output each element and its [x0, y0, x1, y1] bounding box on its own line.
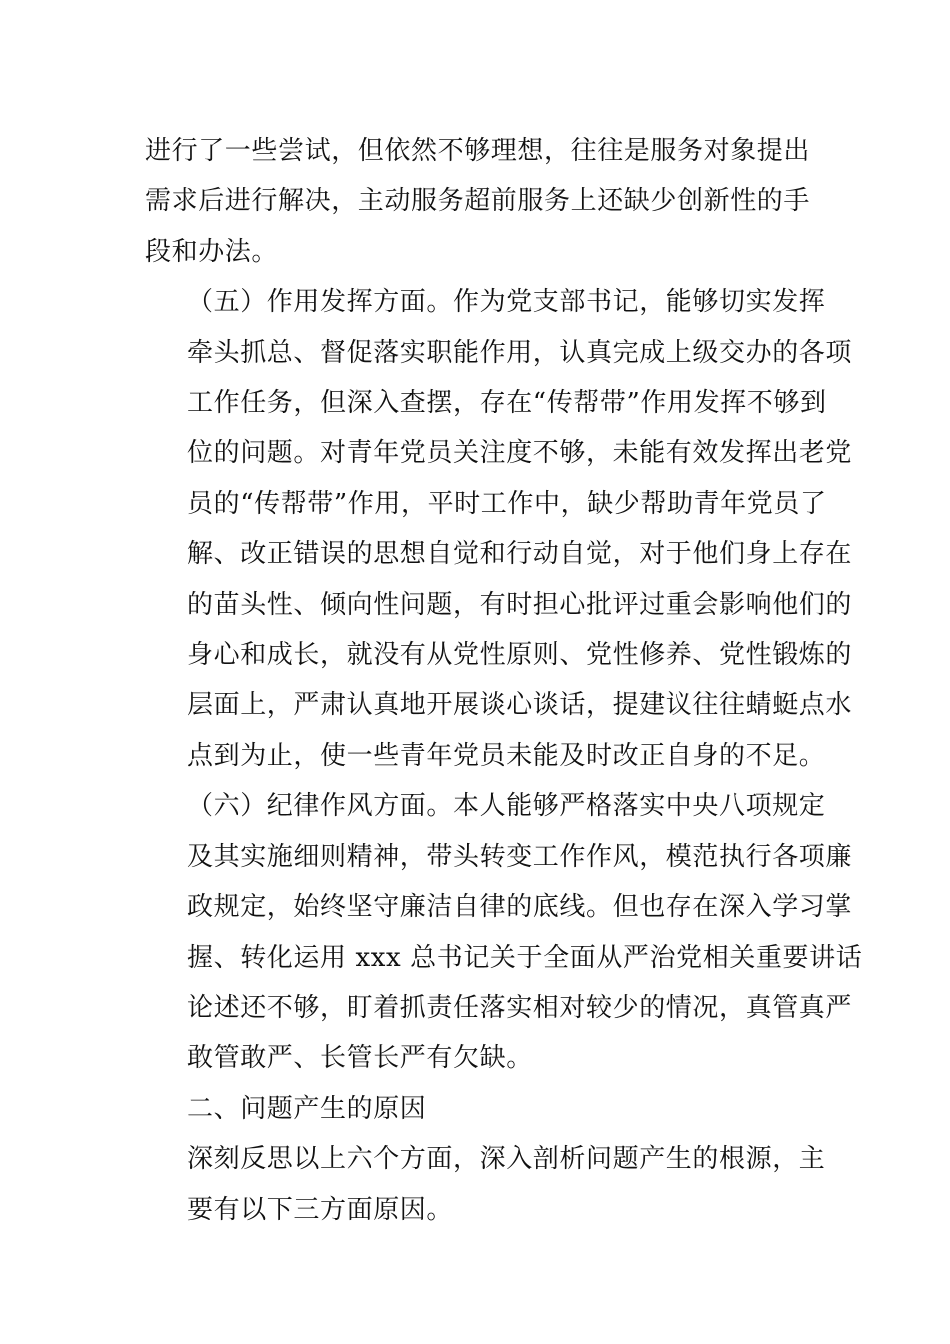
- text-line: 员的“传帮带”作用，平时工作中，缺少帮助青年党员了: [187, 488, 827, 519]
- text-line: 需求后进行解决，主动服务超前服务上还缺少创新性的手: [145, 186, 811, 217]
- text-line: 点到为止，使一些青年党员未能及时改正自身的不足。: [187, 740, 826, 771]
- paragraph-section-six-discipline: [145, 781, 863, 1083]
- text-line: 论述还不够，盯着抓责任落实相对较少的情况，真管真严: [187, 992, 853, 1023]
- text-line: 解、改正错误的思想自觉和行动自觉，对于他们身上存在: [187, 539, 853, 570]
- text-line: （五）作用发挥方面。作为党支部书记，能够切实发挥: [187, 287, 826, 318]
- text-line: 进行了一些尝试，但依然不够理想，往往是服务对象提出: [145, 136, 811, 166]
- text-line: 二、问题产生的原因: [187, 1093, 427, 1124]
- text-line: （六）纪律作风方面。本人能够严格落实中央八项规定: [187, 791, 826, 822]
- text-line: 工作任务，但深入查摆，存在“传帮带”作用发挥不够到: [187, 388, 827, 419]
- text-line: 段和办法。: [145, 236, 279, 267]
- text-line: 握、转化运用 xxx 总书记关于全面从严治党相关重要讲话: [187, 942, 863, 973]
- paragraph-causes-intro: [145, 1134, 826, 1235]
- text-line: 身心和成长，就没有从党性原则、党性修养、党性锻炼的: [187, 640, 853, 671]
- section-heading-causes: [145, 1084, 810, 1134]
- paragraph-service-attempts: [145, 126, 810, 277]
- text-line: 的苗头性、倾向性问题，有时担心批评过重会影响他们的: [187, 589, 853, 620]
- paragraph-section-five-role: [145, 277, 853, 781]
- text-line: 及其实施细则精神，带头转变工作作风，模范执行各项廉: [187, 841, 853, 872]
- text-line: 敢管敢严、长管长严有欠缺。: [187, 1043, 533, 1074]
- text-line: 层面上，严肃认真地开展谈心谈话，提建议往往蜻蜓点水: [187, 690, 853, 721]
- text-line: 位的问题。对青年党员关注度不够，未能有效发挥出老党: [187, 438, 853, 469]
- document-body: [145, 126, 863, 1235]
- text-line: 要有以下三方面原因。: [187, 1194, 454, 1225]
- text-line: 政规定，始终坚守廉洁自律的底线。但也存在深入学习掌: [187, 892, 853, 923]
- text-line: 牵头抓总、督促落实职能作用，认真完成上级交办的各项: [187, 337, 853, 368]
- text-line: 深刻反思以上六个方面，深入剖析问题产生的根源，主: [187, 1144, 826, 1175]
